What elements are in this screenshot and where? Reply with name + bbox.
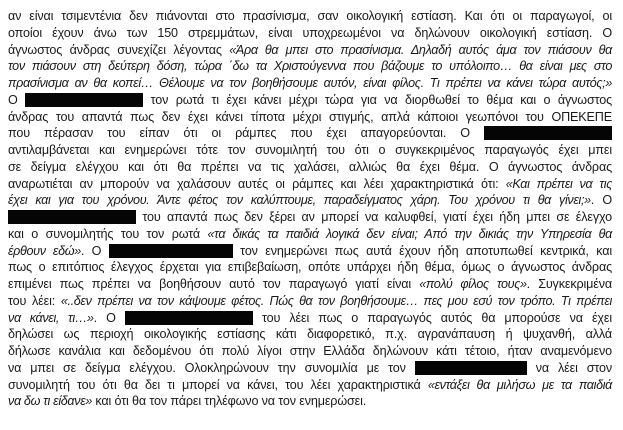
text-line	[8, 209, 612, 226]
redaction-box	[125, 311, 253, 325]
quoted-text: «Άρα θα μπει στο πρασίνισμα. Δηλαδή αυτός άμα τον πιάσουν θα	[229, 42, 612, 57]
text-line	[8, 393, 612, 410]
document-page	[8, 8, 612, 410]
text-line	[8, 343, 612, 360]
body-text: τον ρωτά τι έχει κάνει μέχρι τώρα για να διορθωθεί το θέμα και ο άγνωστος	[143, 92, 613, 107]
text-line	[8, 243, 612, 260]
quoted-text: «τα δικάς τα παιδιά λογικά δεν είναι; Από την δικιάς την Υπηρεσία θα	[207, 226, 612, 241]
text-line	[8, 58, 612, 75]
text-line	[8, 259, 612, 276]
body-text: να μπει σε δείγμα ελέγχου. Ολοκληρώνουν την συνομιλία με τον	[8, 360, 415, 375]
text-line	[8, 326, 612, 343]
quoted-text: έρθουν εδώ»	[8, 243, 81, 258]
redaction-box	[415, 361, 527, 375]
quoted-text: «πολύ φίλος τους»	[419, 277, 527, 291]
body-text: να λέει στον	[526, 360, 612, 375]
redaction-box	[484, 126, 612, 140]
body-text: . Ο	[80, 243, 109, 258]
text-line	[8, 293, 612, 310]
body-text: τον ενημερώνει πως αυτά έχουν ήδη αποτυπωθεί κεντρικά, και	[232, 243, 612, 258]
body-text: Ο	[8, 92, 26, 107]
body-text: άγνωστος άνδρας συνεχίζει λέγοντας	[8, 42, 230, 57]
text-line	[8, 310, 612, 327]
quoted-text: πρασίνισμα αν θα κοπεί… Θέλουμε να τον βοηθήσουμε αυτόν, είναι φίλος. Τι πρέπει να κάνει τώρα αυτός;»	[8, 76, 612, 90]
body-text: . Ο	[590, 193, 612, 208]
body-text: αναρωτιέται αν μπορούν να χαλάσουν αυτές οι ράμπες και λέει χαρακτηριστικά ότι:	[8, 176, 506, 191]
text-line	[8, 226, 612, 243]
text-line	[8, 8, 612, 25]
redaction-box	[8, 210, 136, 224]
body-text: του λέει πως ο παραγωγός αυτός θα μπορούσε να έχει	[252, 310, 612, 325]
text-line	[8, 360, 612, 377]
redaction-box	[25, 93, 143, 107]
text-line	[8, 75, 612, 92]
body-text: και ότι θα τον πάρει τηλέφωνο να τον ενημερώσει.	[92, 394, 367, 409]
text-line	[8, 92, 612, 109]
quoted-text: έχει και για του χρόνου. Άντε φέτος τον καλύπτουμε, παραδείγματος χάρη. Του χρόνου τι θα γίνει;»	[8, 193, 591, 208]
body-text: σε δείγμα ελέγχου και ότι θα πρέπει να τις χαλάσει, αλλιώς θα έχει θέμα. Ο άγνωστος άνδρας	[8, 159, 612, 174]
body-text: δηλώσει ως περιοχή οικολογικής εστίασης κάτι διαφορετικό, π.χ. αγρανάπαυση ή ψυχανθή, αλλά	[8, 327, 612, 342]
body-text: επιμένει πως πρέπει να βοηθήσουν αυτό τον παραγωγό γιατί είναι	[8, 277, 420, 291]
text-line	[8, 25, 612, 42]
body-text: . Ο	[93, 310, 125, 325]
text-line	[8, 192, 612, 209]
body-text: που πέρασαν του είπαν ότι οι ράμπες που έχει απαγορεύονται. Ο	[8, 126, 484, 141]
quoted-text: να κάνει, τι…»	[8, 310, 94, 325]
body-text: οποίοι έχουν άνω των 150 στρεμμάτων, είναι υποχρεωμένοι να δηλώνουν οικολογική εστίαση. Ο	[8, 25, 612, 40]
quoted-text: να δω τι είδανε»	[8, 394, 93, 409]
body-text: . Συγκεκριμένα	[526, 277, 612, 291]
body-text: του απαντά πως δεν ξέρει αν μπορεί να καλυφθεί, γιατί έχει ήδη μπει σε έλεγχο	[136, 210, 612, 224]
quoted-text: «Και πρέπει να τις	[505, 176, 612, 191]
body-text: πως ο επιτόπιος έλεγχος έρχεται για επιβεβαίωση, οπότε υπάρχει ήδη θέμα, όμως ο άγνωστος άνδρας	[8, 260, 612, 275]
text-line	[8, 377, 612, 394]
redaction-box	[109, 244, 233, 258]
body-text: αντιλαμβάνεται και ενημερώνει τότε τον συνομιλητή του ότι ο συγκεκριμένος παραγωγός έχει μπει	[8, 143, 612, 157]
body-text: συνομιλητή του ότι θα δει τι μπορεί να κάνει, του λέει χαρακτηριστικά	[8, 377, 428, 392]
text-line	[8, 109, 612, 126]
body-text: του λέει:	[8, 293, 61, 308]
quoted-text: «..δεν πρέπει να τον κάψουμε φέτος. Πώς θα τον βοηθήσουμε… πες μου εσύ τον τρόπο. Τι πρέπει	[60, 293, 612, 308]
text-line	[8, 42, 612, 59]
quoted-text: τον πιάσουν στη δεύτερη δόση, τώρα ΄δω τα Χριστούγεννα που βάζουμε το υπόλοιπο… θα είναι μες στο	[8, 59, 612, 74]
body-text: δήλωσε κανάλια και δεδομένου ότι πολύ λίγοι στην Ελλάδα δηλώνουν κάτι τέτοιο, ήταν αναμενόμενο	[8, 344, 612, 358]
quoted-text: «εντάξει θα μιλήσω με τα παιδιά	[427, 377, 613, 392]
text-line	[8, 142, 612, 159]
text-line	[8, 125, 612, 142]
body-text: και ο συνομιλητής του τον ρωτά	[8, 226, 208, 241]
text-line	[8, 159, 612, 176]
body-text: αν είναι τσιμεντένια δεν πιάνονται στο πρασίνισμα, σαν οικολογική εστίαση. Και ότι οι παραγωγοί, οι	[8, 9, 612, 23]
text-line	[8, 176, 612, 193]
text-line	[8, 276, 612, 293]
body-text: άνδρας του απαντά πως δεν έχει κάνει τίποτα μέχρι στιγμής, απλά κάποιοι γεωπόνοι του ΟΠΕΚΕΠΕ	[8, 109, 612, 124]
